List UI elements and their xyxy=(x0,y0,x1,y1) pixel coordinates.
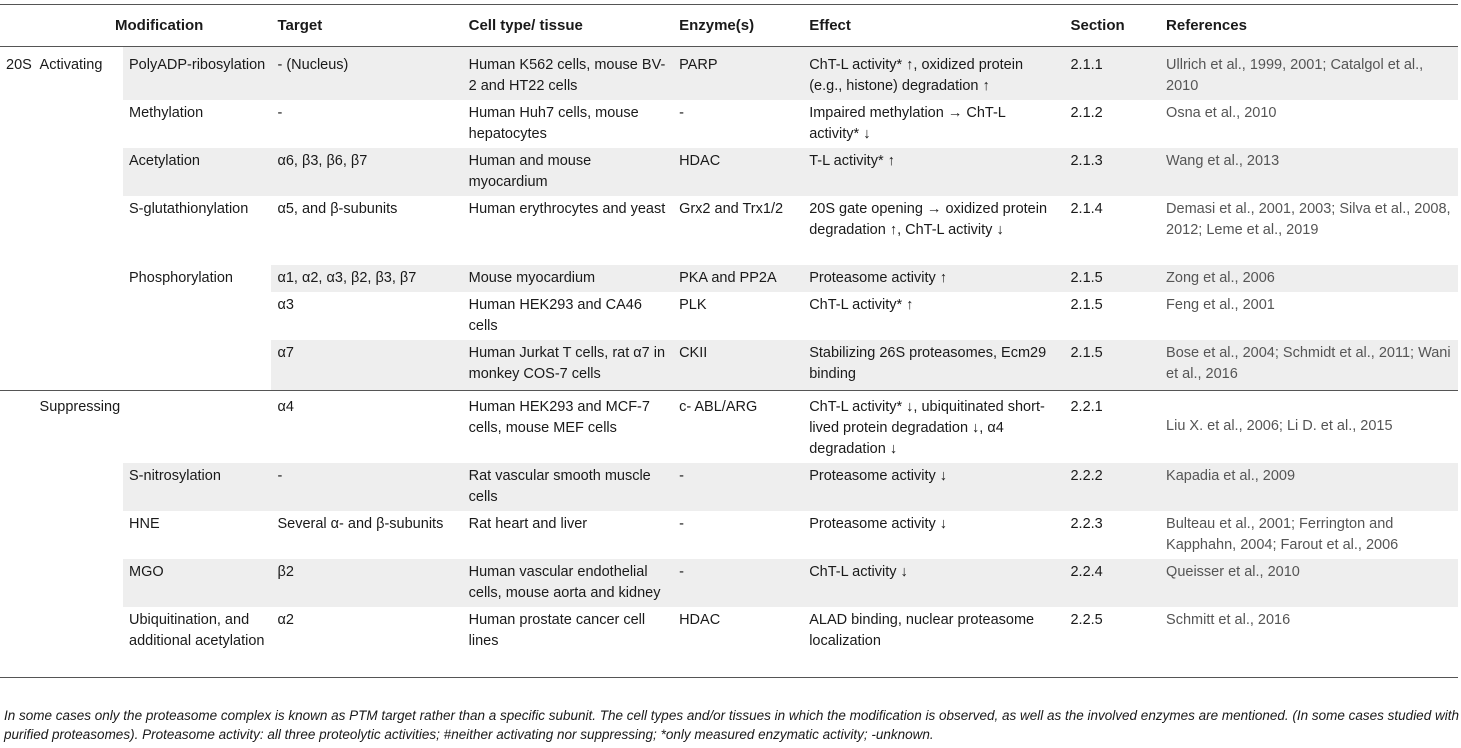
enzyme-cell: - xyxy=(673,559,803,607)
enzyme-cell: PLK xyxy=(679,297,707,313)
cell-type-cell: Human K562 cells, mouse BV-2 and HT22 cells xyxy=(463,47,673,101)
modification-cell xyxy=(123,390,271,463)
target-cell: α4 xyxy=(277,398,294,415)
modification-cell xyxy=(123,292,271,340)
section-cell: 2.1.5 xyxy=(1064,265,1160,292)
references-cell: Ullrich et al., 1999, 2001; Catalgol et al., 2010 xyxy=(1160,47,1458,101)
table-row xyxy=(0,340,1458,390)
group-20s: 20S xyxy=(6,57,32,73)
target-cell: - xyxy=(277,105,283,121)
cell-type-cell: Rat heart and liver xyxy=(468,515,588,532)
table-row xyxy=(0,292,1458,340)
table-row xyxy=(0,559,1458,607)
cell-type-cell: Human prostate cancer cell lines xyxy=(468,611,646,649)
cell-type-cell: Human HEK293 and MCF-7 cells, mouse MEF cells xyxy=(468,398,650,436)
target-cell: β2 xyxy=(271,559,462,607)
enzyme-cell: CKII xyxy=(673,340,803,390)
section-cell: 2.2.2 xyxy=(1064,463,1160,511)
header-enzyme: Enzyme(s) xyxy=(679,17,755,34)
effect-cell: Proteasome activity ↓ xyxy=(803,463,1064,511)
target-cell: Several α- and β-subunits xyxy=(277,515,444,532)
modification-cell: PolyADP-ribosylation xyxy=(123,47,271,101)
modification-cell: HNE xyxy=(129,515,160,532)
header-cell: Cell type/ tissue xyxy=(468,17,583,34)
table-row xyxy=(0,100,1458,148)
effect-cell: ChT-L activity* ↑ xyxy=(809,297,914,313)
section-cell: 2.1.5 xyxy=(1070,297,1103,313)
target-cell: α7 xyxy=(271,340,462,390)
modification-cell: MGO xyxy=(123,559,271,607)
target-cell: α2 xyxy=(277,611,294,628)
enzyme-cell: c- ABL/ARG xyxy=(679,398,758,415)
enzyme-cell: Grx2 and Trx1/2 xyxy=(679,201,784,217)
references-cell: Feng et al., 2001 xyxy=(1166,297,1275,313)
section-cell: 2.1.4 xyxy=(1070,201,1103,217)
section-cell: 2.1.2 xyxy=(1070,105,1103,121)
section-cell: 2.2.3 xyxy=(1070,515,1103,532)
references-cell: Wang et al., 2013 xyxy=(1160,148,1458,196)
group-suppressing: Suppressing xyxy=(39,398,121,415)
references-cell: Liu X. et al., 2006; Li D. et al., 2015 xyxy=(1166,418,1393,434)
effect-cell: ChT-L activity ↓ xyxy=(803,559,1064,607)
effect-cell: ALAD binding, nuclear proteasome localization xyxy=(809,611,1035,649)
effect-cell: ChT-L activity* ↑, oxidized protein (e.g., histone) degradation ↑ xyxy=(803,47,1064,101)
group-activating: Activating xyxy=(39,57,103,73)
modification-cell: Methylation xyxy=(129,105,204,121)
enzyme-cell: - xyxy=(679,105,684,121)
target-cell: α3 xyxy=(277,297,294,313)
cell-type-cell: Human erythrocytes and yeast xyxy=(468,201,666,217)
table-row xyxy=(0,265,1458,292)
table-row xyxy=(0,607,1458,678)
table-row xyxy=(0,390,1458,463)
section-cell: 2.1.5 xyxy=(1064,340,1160,390)
references-cell: Schmitt et al., 2016 xyxy=(1166,611,1291,628)
section-cell: 2.2.1 xyxy=(1070,398,1103,415)
target-cell: α5, and β-subunits xyxy=(277,201,398,217)
section-cell: 2.2.4 xyxy=(1064,559,1160,607)
table-caption: In some cases only the proteasome complex is known as PTM target rather than a specific subunit. The cell types and/or tissues in which the modification is observed, as well as the involved enzymes are mentioned. (In some cases studied with purified proteasomes). Proteasome activity: all three proteolytic activities; #neither activating nor suppressing; *only measured enzymatic activity; -unknown. xyxy=(4,708,1459,742)
table-row xyxy=(0,196,1458,265)
effect-cell: ChT-L activity* ↓, ubiquitinated short-lived protein degradation ↓, α4 degradation ↓ xyxy=(809,398,1045,457)
header-row xyxy=(0,5,1458,47)
enzyme-cell: PKA and PP2A xyxy=(673,265,803,292)
modification-cell: Phosphorylation xyxy=(123,265,271,292)
section-cell: 2.1.3 xyxy=(1064,148,1160,196)
effect-cell: Proteasome activity ↓ xyxy=(809,515,948,532)
enzyme-cell: PARP xyxy=(673,47,803,101)
enzyme-cell: HDAC xyxy=(679,611,721,628)
section-cell: 2.1.1 xyxy=(1064,47,1160,101)
section-cell: 2.2.5 xyxy=(1070,611,1103,628)
modification-cell: S-glutathionylation xyxy=(129,201,249,217)
modification-cell: Acetylation xyxy=(123,148,271,196)
table-row xyxy=(0,511,1458,559)
modification-cell xyxy=(123,340,271,390)
cell-type-cell: Human and mouse myocardium xyxy=(463,148,673,196)
references-cell: Osna et al., 2010 xyxy=(1166,105,1277,121)
cell-type-cell: Mouse myocardium xyxy=(463,265,673,292)
enzyme-cell: - xyxy=(679,515,684,532)
references-cell: Demasi et al., 2001, 2003; Silva et al., 2008, 2012; Leme et al., 2019 xyxy=(1166,201,1451,238)
references-cell: Bose et al., 2004; Schmidt et al., 2011; Wani et al., 2016 xyxy=(1160,340,1458,390)
references-cell: Bulteau et al., 2001; Ferrington and Kapphahn, 2004; Farout et al., 2006 xyxy=(1166,515,1399,553)
table-row xyxy=(0,148,1458,196)
header-effect: Effect xyxy=(809,17,851,34)
target-cell: α1, α2, α3, β2, β3, β7 xyxy=(271,265,462,292)
effect-cell: 20S gate opening → oxidized protein degradation ↑, ChT-L activity ↓ xyxy=(809,201,1048,238)
cell-type-cell: Rat vascular smooth muscle cells xyxy=(463,463,673,511)
header-target: Target xyxy=(277,17,323,34)
table-row xyxy=(0,463,1458,511)
target-cell: - xyxy=(271,463,462,511)
modification-cell: Ubiquitination, and additional acetylation xyxy=(129,611,265,649)
enzyme-cell: HDAC xyxy=(673,148,803,196)
header-references: References xyxy=(1166,17,1247,34)
ptm-table xyxy=(0,4,1458,678)
table-row xyxy=(0,47,1458,101)
effect-cell: Stabilizing 26S proteasomes, Ecm29 binding xyxy=(803,340,1064,390)
target-cell: - (Nucleus) xyxy=(271,47,462,101)
header-modification: Modification xyxy=(115,17,204,34)
enzyme-cell: - xyxy=(673,463,803,511)
target-cell: α6, β3, β6, β7 xyxy=(271,148,462,196)
effect-cell: Proteasome activity ↑ xyxy=(803,265,1064,292)
references-cell: Queisser et al., 2010 xyxy=(1160,559,1458,607)
cell-type-cell: Human HEK293 and CA46 cells xyxy=(468,297,642,334)
cell-type-cell: Human Jurkat T cells, rat α7 in monkey COS-7 cells xyxy=(463,340,673,390)
header-section: Section xyxy=(1070,17,1125,34)
references-cell: Kapadia et al., 2009 xyxy=(1160,463,1458,511)
references-cell: Zong et al., 2006 xyxy=(1160,265,1458,292)
cell-type-cell: Human Huh7 cells, mouse hepatocytes xyxy=(468,105,639,142)
effect-cell: T-L activity* ↑ xyxy=(803,148,1064,196)
effect-cell: Impaired methylation → ChT-L activity* ↓ xyxy=(809,105,1006,142)
modification-cell: S-nitrosylation xyxy=(123,463,271,511)
cell-type-cell: Human vascular endothelial cells, mouse aorta and kidney xyxy=(463,559,673,607)
